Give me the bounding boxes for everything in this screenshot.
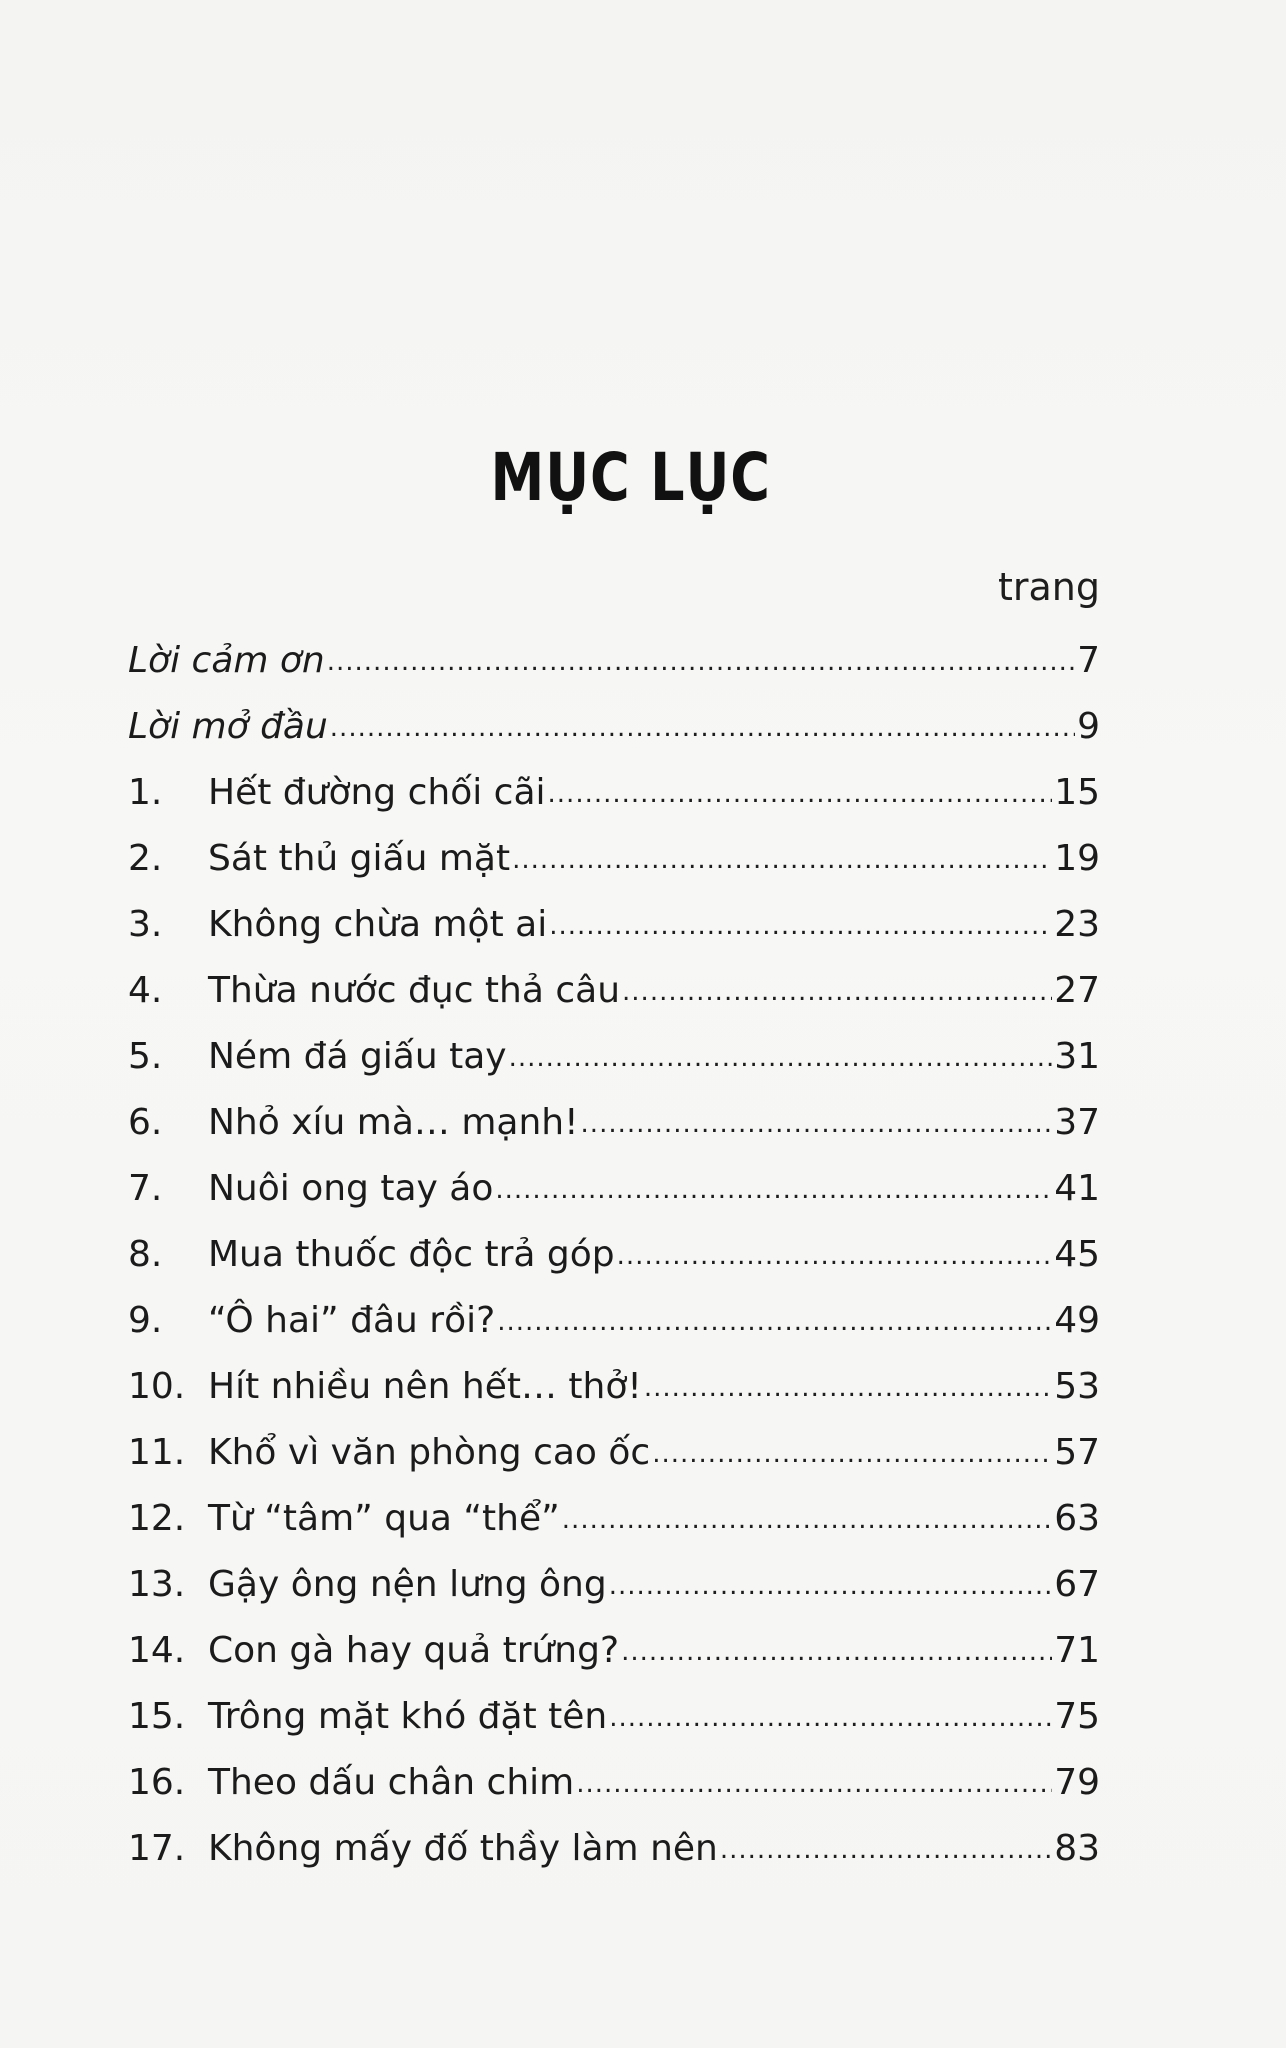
toc-entry-page: 37 [1054, 1102, 1100, 1143]
toc-entry [128, 1684, 1100, 1750]
toc-leader-dots [622, 956, 1052, 1025]
toc-leader-dots [576, 1748, 1052, 1817]
toc-leader-dots [495, 1154, 1052, 1223]
toc-entry [128, 1420, 1100, 1486]
toc-entry-number: 14. [128, 1630, 186, 1671]
toc-entry-page: 83 [1054, 1828, 1100, 1869]
toc-entry-number: 9. [128, 1300, 163, 1341]
toc-entry-title: Sát thủ giấu mặt [208, 838, 511, 879]
toc-leader-dots [581, 1088, 1053, 1157]
toc-leader-dots [327, 626, 1075, 695]
toc-entry-title: Con gà hay quả trứng? [208, 1630, 620, 1671]
toc-entry-title: Nuôi ong tay áo [208, 1168, 494, 1209]
toc-entry-number: 15. [128, 1696, 186, 1737]
toc-entry [128, 1156, 1100, 1222]
toc-entry-number: 16. [128, 1762, 186, 1803]
toc-entry [128, 1552, 1100, 1618]
toc-leader-dots [548, 758, 1053, 827]
toc-entry [128, 1618, 1100, 1684]
toc-entry-number: 7. [128, 1168, 163, 1209]
toc-entry-number: 1. [128, 772, 163, 813]
toc-entry [128, 760, 1100, 826]
toc-leader-dots [330, 692, 1075, 761]
toc-entry [128, 1816, 1100, 1882]
table-of-contents [128, 628, 1100, 1882]
toc-entry-page: 27 [1054, 970, 1100, 1011]
toc-entry-title: Hít nhiều nên hết… thở! [208, 1366, 642, 1407]
toc-entry-title: Gậy ông nện lưng ông [208, 1564, 607, 1605]
toc-entry-page: 63 [1054, 1498, 1100, 1539]
toc-entry [128, 1750, 1100, 1816]
toc-entry-title: Mua thuốc độc trả góp [208, 1234, 615, 1275]
toc-entry [128, 826, 1100, 892]
toc-entry [128, 1288, 1100, 1354]
toc-entry-number: 6. [128, 1102, 163, 1143]
toc-entry-page: 31 [1054, 1036, 1100, 1077]
toc-leader-dots [497, 1286, 1052, 1355]
toc-entry-page: 41 [1054, 1168, 1100, 1209]
toc-leader-dots [652, 1418, 1052, 1487]
toc-entry-page: 79 [1054, 1762, 1100, 1803]
toc-leader-dots [644, 1352, 1052, 1421]
toc-entry-page: 67 [1054, 1564, 1100, 1605]
toc-entry-title: Nhỏ xíu mà… mạnh! [208, 1102, 579, 1143]
toc-entry-number: 12. [128, 1498, 186, 1539]
toc-entry-title: Khổ vì văn phòng cao ốc [208, 1432, 651, 1473]
toc-entry-page: 23 [1054, 904, 1100, 945]
toc-entry [128, 694, 1100, 760]
toc-entry [128, 1222, 1100, 1288]
toc-entry-number: 10. [128, 1366, 186, 1407]
toc-entry [128, 958, 1100, 1024]
toc-entry-page: 9 [1077, 706, 1100, 747]
toc-entry-title: Lời mở đầu [128, 706, 328, 747]
toc-entry-number: 13. [128, 1564, 186, 1605]
toc-entry-title: Không chừa một ai [208, 904, 548, 945]
toc-entry-page: 7 [1077, 640, 1100, 681]
page-title: MỤC LỤC [490, 439, 771, 517]
toc-entry-number: 11. [128, 1432, 186, 1473]
toc-entry-number: 8. [128, 1234, 163, 1275]
toc-leader-dots [621, 1616, 1052, 1685]
toc-leader-dots [720, 1814, 1052, 1883]
toc-entry-page: 53 [1054, 1366, 1100, 1407]
toc-entry-title: “Ô hai” đâu rồi? [208, 1300, 496, 1341]
toc-entry [128, 1024, 1100, 1090]
toc-entry-page: 15 [1054, 772, 1100, 813]
toc-entry-title: Từ “tâm” qua “thể” [208, 1498, 560, 1539]
toc-entry-title: Không mấy đố thầy làm nên [208, 1828, 718, 1869]
toc-leader-dots [512, 824, 1052, 893]
toc-leader-dots [549, 890, 1052, 959]
toc-entry [128, 1354, 1100, 1420]
toc-leader-dots [562, 1484, 1052, 1553]
toc-entry-title: Lời cảm ơn [128, 640, 325, 681]
toc-entry-page: 19 [1054, 838, 1100, 879]
toc-entry-number: 17. [128, 1828, 186, 1869]
toc-entry-number: 4. [128, 970, 163, 1011]
toc-leader-dots [509, 1022, 1053, 1091]
toc-entry-title: Theo dấu chân chim [208, 1762, 575, 1803]
toc-entry-page: 57 [1054, 1432, 1100, 1473]
toc-entry-page: 45 [1054, 1234, 1100, 1275]
toc-leader-dots [609, 1682, 1052, 1751]
toc-entry-page: 49 [1054, 1300, 1100, 1341]
toc-entry-number: 2. [128, 838, 163, 879]
toc-entry [128, 892, 1100, 958]
toc-entry [128, 1090, 1100, 1156]
toc-entry [128, 628, 1100, 694]
toc-entry-title: Thừa nước đục thả câu [208, 970, 621, 1011]
toc-entry [128, 1486, 1100, 1552]
toc-entry-title: Hết đường chối cãi [208, 772, 546, 813]
toc-entry-title: Ném đá giấu tay [208, 1036, 507, 1077]
toc-entry-title: Trông mặt khó đặt tên [208, 1696, 608, 1737]
toc-leader-dots [609, 1550, 1052, 1619]
toc-entry-number: 3. [128, 904, 163, 945]
toc-entry-number: 5. [128, 1036, 163, 1077]
page-column-label: trang [997, 565, 1100, 609]
toc-entry-page: 71 [1054, 1630, 1100, 1671]
toc-entry-page: 75 [1054, 1696, 1100, 1737]
toc-leader-dots [617, 1220, 1053, 1289]
